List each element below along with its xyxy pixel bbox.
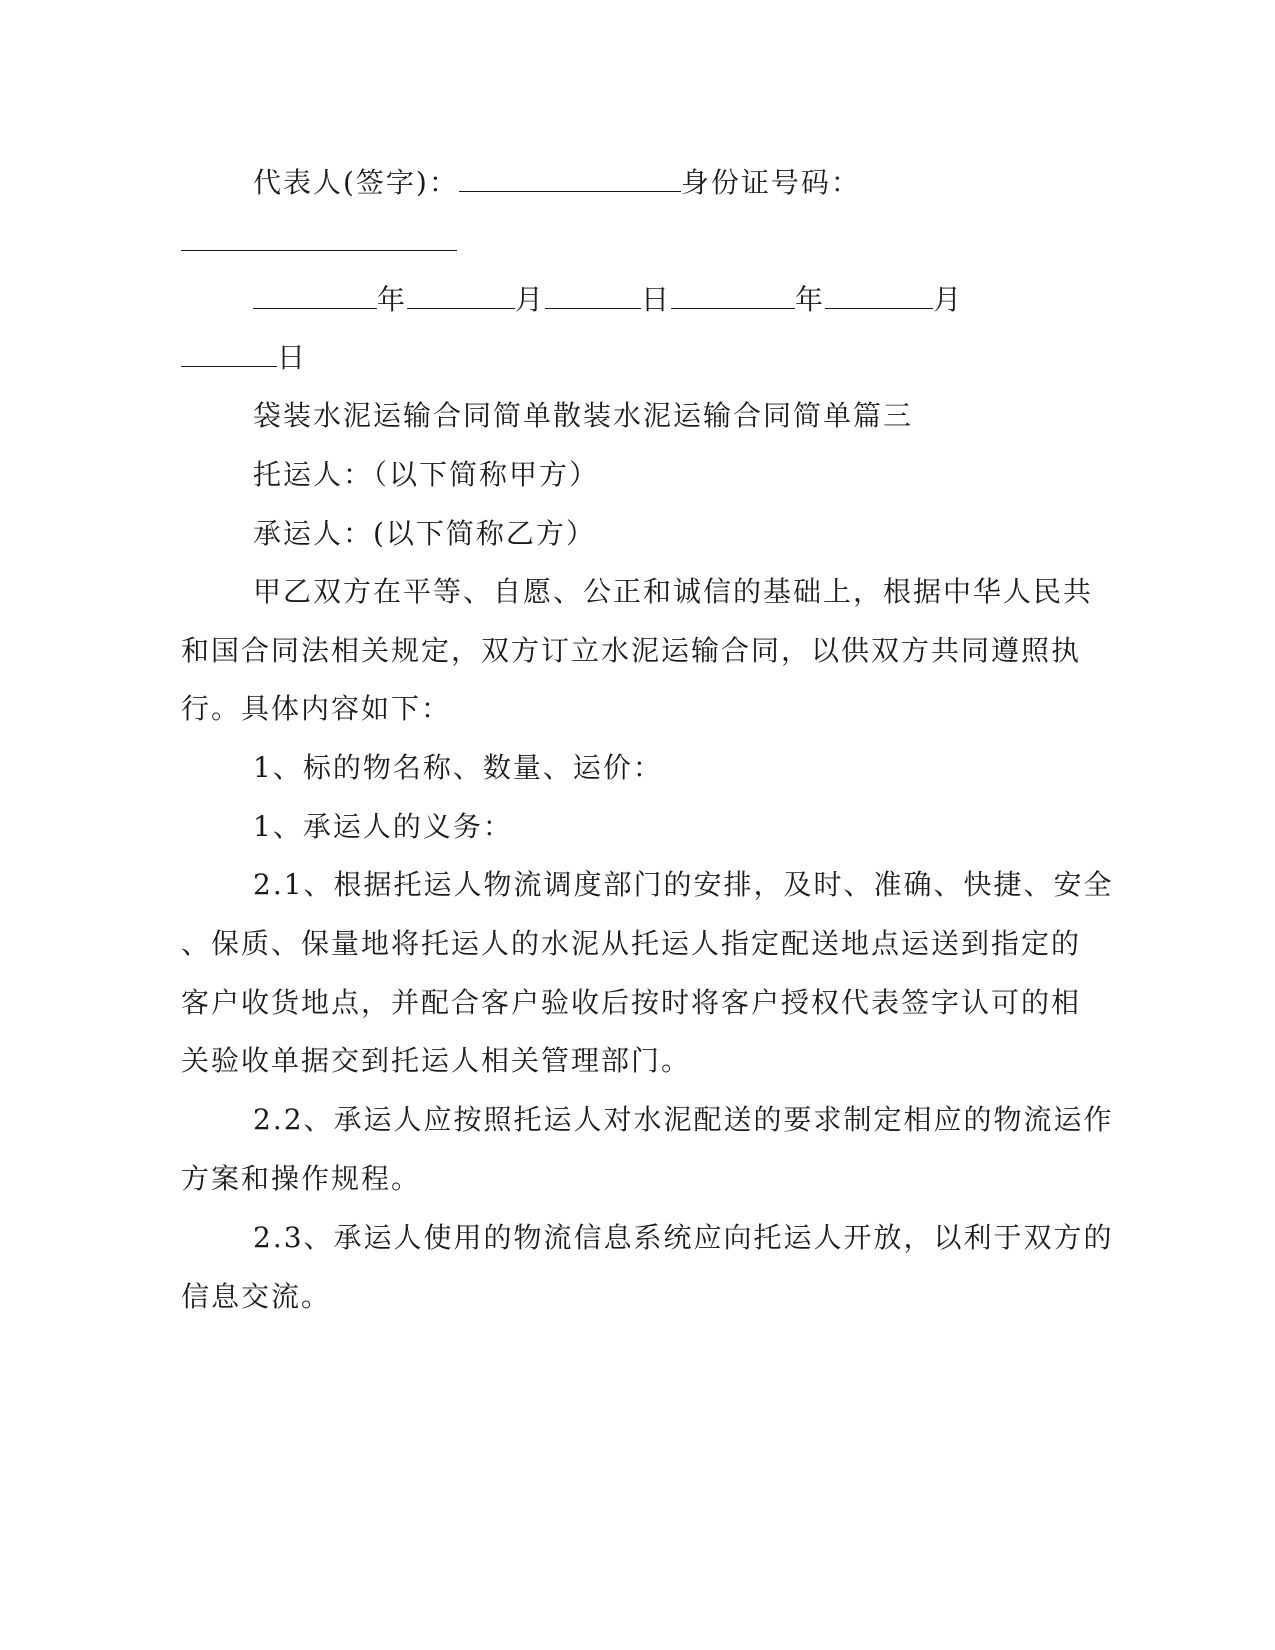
day-blank-1 xyxy=(545,284,641,309)
month-label-1: 月 xyxy=(515,283,546,316)
date-row xyxy=(253,283,1061,317)
item-1b: 1、承运人的义务： xyxy=(253,810,513,843)
year-label-2: 年 xyxy=(795,283,826,316)
item-2-2-line-1: 2.2、承运人应按照托运人对水泥配送的要求制定相应的物流运作 xyxy=(253,1103,1114,1136)
month-blank-2 xyxy=(825,284,933,309)
id-number-blank xyxy=(181,226,457,251)
intro-line-3: 行。具体内容如下： xyxy=(181,692,452,725)
item-2-3-line-2: 信息交流。 xyxy=(181,1280,332,1313)
item-2-1-line-3: 客户收货地点，并配合客户验收后按时将客户授权代表签字认可的相 xyxy=(181,986,1082,1019)
carrier-line: 承运人：(以下简称乙方） xyxy=(253,517,596,550)
shipper-line: 托运人：（以下简称甲方） xyxy=(253,458,600,491)
item-2-1-line-4: 关验收单据交到托运人相关管理部门。 xyxy=(181,1044,692,1077)
item-2-1-line-2: 、保质、保量地将托运人的水泥从托运人指定配送地点运送到指定的 xyxy=(181,927,1082,960)
item-2-3-line-1: 2.3、承运人使用的物流信息系统应向托运人开放，以利于双方的 xyxy=(253,1221,1114,1254)
id-number-label: 身份证号码： xyxy=(680,166,861,199)
intro-line-1: 甲乙双方在平等、自愿、公正和诚信的基础上，根据中华人民共 xyxy=(253,575,1094,608)
day-label-1: 日 xyxy=(641,283,672,316)
day-label-2: 日 xyxy=(277,341,308,374)
day-blank-2 xyxy=(181,342,277,367)
section-heading: 袋装水泥运输合同简单散装水泥运输合同简单篇三 xyxy=(253,399,914,432)
month-label-2: 月 xyxy=(933,283,964,316)
year-blank-2 xyxy=(671,284,795,309)
signature-blank xyxy=(459,167,681,192)
date-row-continued xyxy=(181,341,1061,375)
item-2-2-line-2: 方案和操作规程。 xyxy=(181,1162,422,1195)
year-label-1: 年 xyxy=(377,283,408,316)
item-2-1-line-1: 2.1、根据托运人物流调度部门的安排，及时、准确、快捷、安全 xyxy=(253,868,1114,901)
item-1: 1、标的物名称、数量、运价： xyxy=(253,751,663,784)
intro-line-2: 和国合同法相关规定，双方订立水泥运输合同，以供双方共同遵照执 xyxy=(181,634,1082,667)
month-blank-1 xyxy=(407,284,515,309)
representative-label: 代表人(签字)： xyxy=(253,166,459,199)
signature-row xyxy=(253,166,1061,200)
id-number-row xyxy=(181,225,1061,259)
year-blank-1 xyxy=(253,284,377,309)
